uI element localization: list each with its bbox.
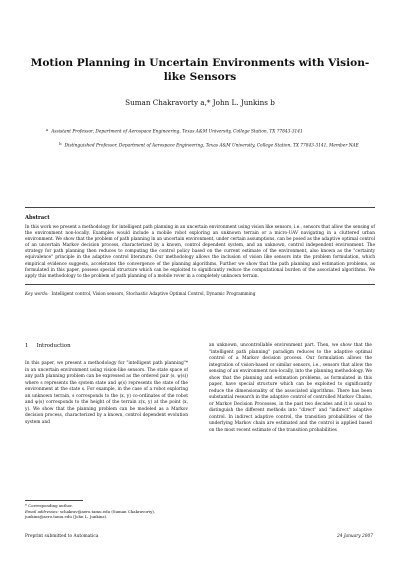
section-title: Introduction — [36, 343, 71, 349]
section-heading — [25, 343, 71, 349]
keywords-text: Intelligent control, Vision sensors, Stochastic Adaptive Optimal Control, Dynamic Programming — [51, 291, 256, 296]
affiliation-mark: a — [46, 128, 49, 132]
abstract-text: In this work we present a methodology for intelligent path planning in an uncertain environment using vision like sensors, i.e., sensors that allow the sensing of the environment non-locally. Examples would include a mobile robot exploring an unknown terrain or a micro-UAV navigating in a cluttered urban environment. We show that the problem of path planning in an uncertain environment, under certain assumptions, can be posed as the adaptive optimal control of an uncertain Markov decision process, characterized by a known, control dependent system, and an unknown, control independent environment. The strategy for path planning then reduces to computing the control policy based on the current estimate of the environment, also known as the "certainty equivalence" principle in the adaptive control literature. Our methodology allows the inclusion of vision like sensors into the problem formulation, which empirical evidence suggests, accelerates the convergence of the planning algorithms. Further we show that the path planning and estimation problems, as formulated in this paper, possess special structure which can be exploited to significantly reduce the computational burden of the associated algorithms. We apply this methodology to the problem of path planning of a mobile rover in a completely unknown terrain. — [25, 225, 375, 279]
abstract-top-rule — [25, 207, 375, 208]
affiliation-b — [46, 142, 372, 149]
author-list: Suman Chakravorty a,* John L. Junkins b — [125, 98, 275, 107]
affiliation-mark: b — [59, 142, 62, 146]
affiliation-text: Distinguished Professor, Department of Aerospace Engineering, Texas A&M University, College Station, TX 77843-3141, Member NAE — [64, 143, 359, 149]
footnote-email-label: Email addresses: — [25, 508, 59, 514]
body-right-column: an unknown, uncontrollable environment part. Then, we show that the "intelligent path planning" paradigm reduces to the adaptive optimal control of a Markov decision process. Our formulation allows the integration of vision-based or similar sensors, i.e., sensors that allow the sensing of an environment non-locally, into the planning methodology. We show that the planning and estimation problems, as formulated in this paper, have special structure which can be exploited to significantly reduce the dimensionality of the associated algorithms. There has been substantial research in the adaptive control of controlled Markov Chains, or Markov Decision Processes, in the past two decades and it is usual to distinguish the different methods into "direct" and "indirect" adaptive control. In indirect adaptive control, the transition probabilities of the underlying Markov chain are estimated and the control is applied based on the most recent estimate of the transition probabilities — [209, 343, 372, 433]
keywords-label: Key words: — [25, 291, 49, 296]
footnotes — [25, 503, 188, 520]
footnote-email-text: schakrav@aero.tamu.edu (Suman Chakravorty), junkins@aero.tamu.edu (John L. Junkins). — [25, 508, 156, 520]
footnote-email — [25, 509, 188, 520]
footer-date: 24 January 2007 — [337, 534, 373, 539]
paper-title: Motion Planning in Uncertain Environments with Vision-like Sensors — [30, 57, 370, 83]
section-number: 1 — [25, 343, 29, 349]
abstract-heading: Abstract — [25, 215, 50, 221]
abstract-bottom-rule — [25, 284, 375, 285]
body-left-column: In this paper, we present a methodology for "intelligent path planning"* in an uncertain environment using vision-like sensors. The state space of any path planning problem can be expressed as the ordered pair (s, ψ(s)) where s represents the system state and ψ(s) represents the state of the environment at the state s. For example, in the case of a robot exploring an unknown terrain, s corresponds to the (x, y) co-ordinates of the robot and ψ(s) corresponds to the height of the terrain z(x, y) at the point (x, y). We show that the planning problem can be modeled as a Markov decision process, characterized by a known, control dependent evolution system and — [25, 361, 188, 425]
footer-preprint-note: Preprint submitted to Automatica — [25, 534, 99, 539]
keywords — [25, 291, 375, 296]
footnote-corresponding: * Corresponding author. — [25, 503, 73, 508]
footnote-rule — [25, 500, 83, 501]
affiliation-a — [46, 128, 372, 135]
affiliation-text: Assistant Professor, Department of Aerospace Engineering, Texas A&M University, College Station, TX 77843-3141 — [51, 129, 303, 135]
